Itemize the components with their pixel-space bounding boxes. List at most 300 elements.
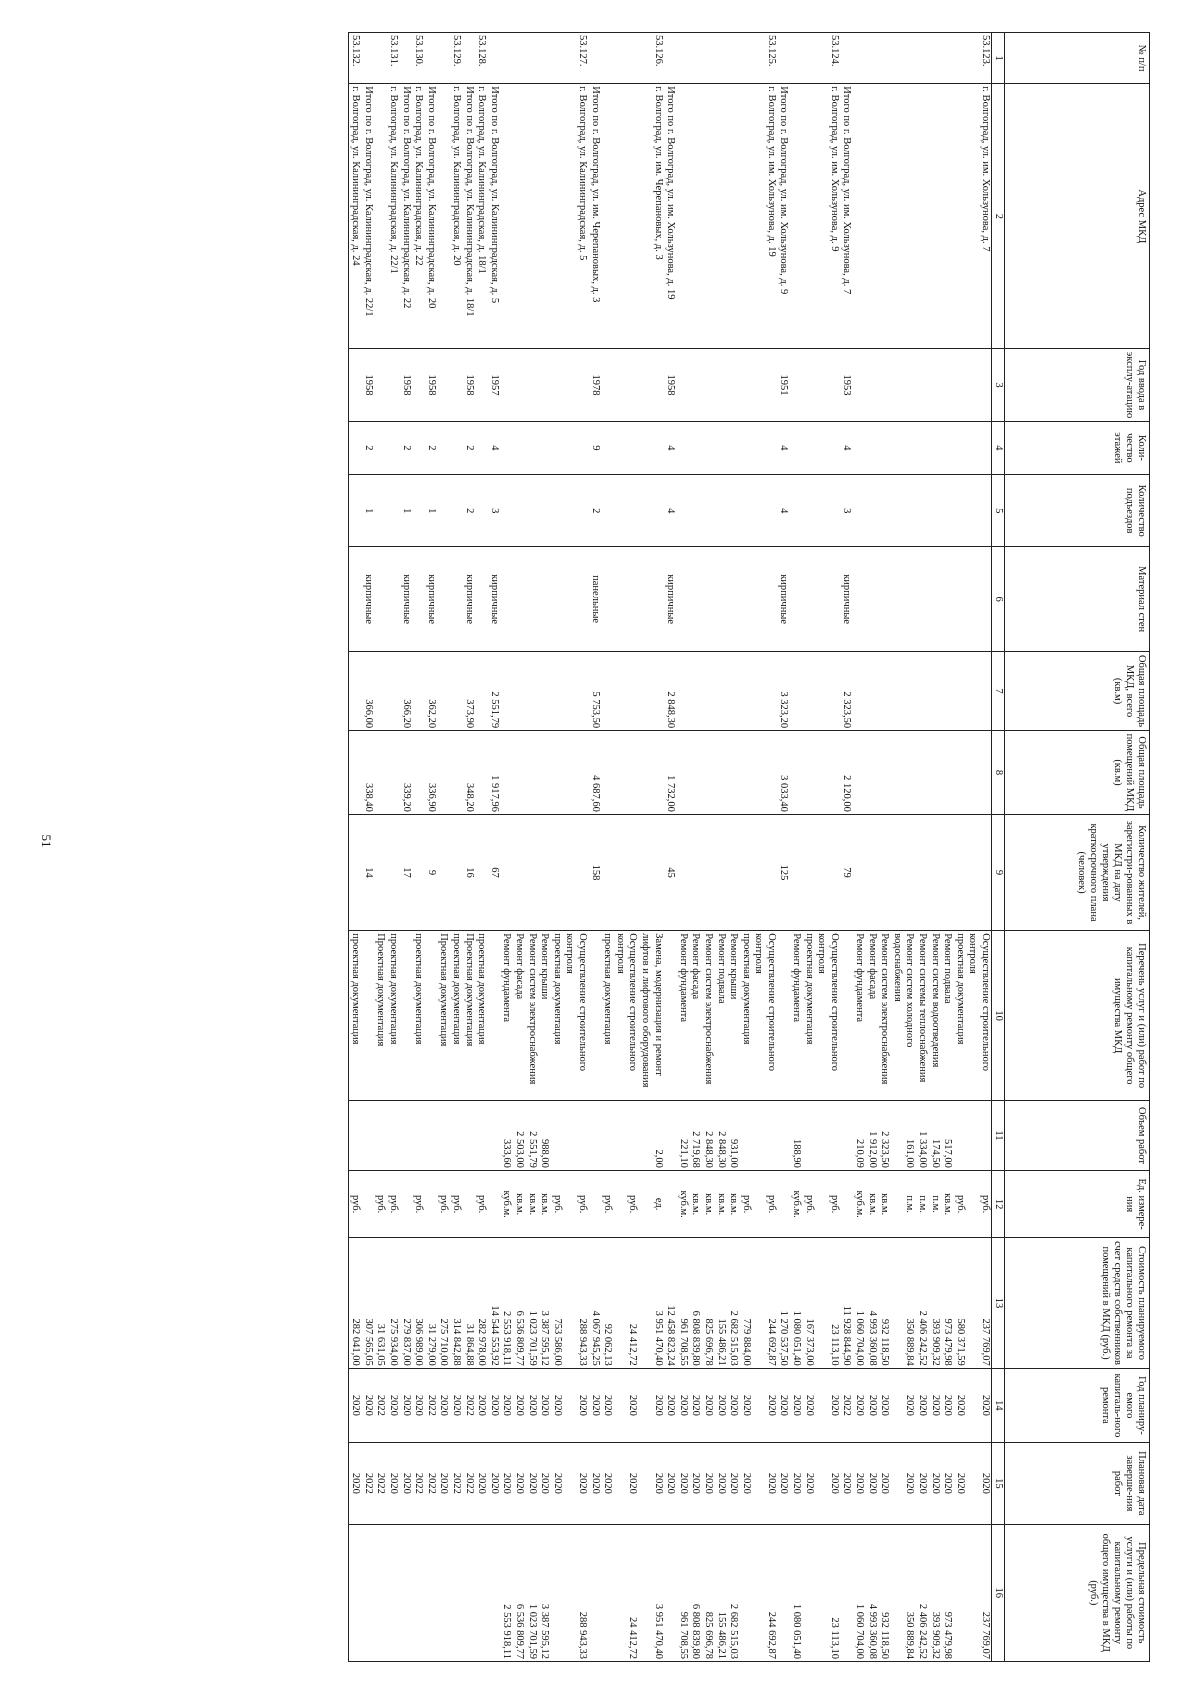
table-cell: 2020 (953, 1443, 966, 1524)
table-cell: Осуществление строительного контроля (613, 931, 638, 1101)
table-cell: 17 (399, 814, 412, 930)
table-cell: 16 (462, 814, 475, 930)
table-cell: 4 (777, 421, 790, 475)
table-cell (878, 547, 891, 652)
table-cell (538, 814, 551, 930)
table-cell (941, 33, 954, 84)
table-cell (966, 475, 992, 547)
table-cell (915, 475, 928, 547)
table-cell (752, 651, 777, 730)
table-cell (437, 651, 450, 730)
table-cell (550, 475, 563, 547)
table-cell: руб. (802, 1170, 815, 1237)
table-cell (664, 1170, 677, 1237)
table-cell (348, 1524, 361, 1661)
table-cell (613, 814, 638, 930)
table-row (449, 33, 462, 1662)
table-cell: кирпичные (777, 547, 790, 652)
table-cell: проектная документация (739, 931, 752, 1101)
table-cell (449, 421, 462, 475)
table-cell: Итого по г. Волгоград, ул. им. Хользунова, д. 9 (777, 84, 790, 349)
table-cell (727, 421, 740, 475)
column-header: Количество жителей, зарегистри-рованных в МКД на дату утверждения краткосрочного плана (человек) (1005, 814, 1150, 930)
table-cell: 2020 (500, 1443, 513, 1524)
table-cell (374, 421, 387, 475)
table-cell: 9 (424, 814, 437, 930)
table-cell: 517,00 (941, 1101, 954, 1171)
table-cell (941, 651, 954, 730)
table-cell: 2020 (941, 1443, 954, 1524)
table-cell: п.м. (915, 1170, 928, 1237)
table-cell (550, 33, 563, 84)
table-cell: 9 (588, 421, 601, 475)
table-cell (475, 731, 488, 815)
table-cell: 314 842,88 (449, 1238, 462, 1368)
table-cell (664, 1101, 677, 1171)
table-cell (399, 1170, 412, 1237)
table-cell (550, 731, 563, 815)
table-cell (676, 349, 689, 421)
table-cell (374, 1101, 387, 1171)
table-cell (752, 1101, 777, 1171)
table-cell: 2022 (424, 1368, 437, 1442)
table-cell (437, 421, 450, 475)
table-cell: 1 270 537,50 (777, 1238, 790, 1368)
table-cell: 4 993 360,08 (865, 1524, 878, 1661)
table-cell (865, 84, 878, 349)
table-cell (953, 84, 966, 349)
table-cell: 1 080 051,40 (790, 1524, 803, 1661)
table-cell (374, 731, 387, 815)
table-cell (424, 33, 437, 84)
table-cell (475, 651, 488, 730)
table-row (676, 33, 689, 1662)
table-cell: 362,20 (424, 651, 437, 730)
table-cell (563, 475, 588, 547)
table-cell (601, 349, 614, 421)
table-cell: 2020 (550, 1368, 563, 1442)
table-cell (890, 651, 915, 730)
table-cell: г. Волгоград, ул. им. Хользунова, д. 9 (815, 84, 840, 349)
table-cell: 2020 (689, 1368, 702, 1442)
table-cell: руб. (953, 1170, 966, 1237)
table-cell (790, 547, 803, 652)
table-cell (638, 421, 663, 475)
table-cell: проектная документация (953, 931, 966, 1101)
table-cell (953, 33, 966, 84)
table-cell (701, 651, 714, 730)
table-cell: 237 769,07 (966, 1524, 992, 1661)
table-cell: 4 993 360,08 (865, 1238, 878, 1368)
table-cell (387, 814, 400, 930)
table-cell (966, 349, 992, 421)
table-row (550, 33, 563, 1662)
table-cell (500, 349, 513, 421)
table-cell: 2020 (563, 1443, 588, 1524)
table-cell: 2020 (727, 1443, 740, 1524)
table-cell (802, 547, 815, 652)
column-number: 13 (992, 1238, 1005, 1368)
table-cell: 1958 (361, 349, 374, 421)
table-cell (563, 814, 588, 930)
table-cell: 2020 (613, 1443, 638, 1524)
table-cell (348, 547, 361, 652)
table-row (790, 33, 803, 1662)
table-cell: 931,00 (727, 1101, 740, 1171)
table-cell: 67 (487, 814, 500, 930)
table-cell (878, 421, 891, 475)
table-row (563, 33, 588, 1662)
table-cell: Осуществление строительного контроля (563, 931, 588, 1101)
table-cell: 2 503,00 (512, 1101, 525, 1171)
table-cell: 1 023 701,59 (525, 1524, 538, 1661)
table-cell (588, 931, 601, 1101)
table-cell (500, 421, 513, 475)
table-cell: руб. (601, 1170, 614, 1237)
table-cell: 167 373,00 (802, 1238, 815, 1368)
table-cell: 348,20 (462, 731, 475, 815)
table-cell: 24 412,72 (613, 1238, 638, 1368)
table-cell: 1958 (664, 349, 677, 421)
table-cell (928, 547, 941, 652)
table-cell (878, 731, 891, 815)
table-cell (374, 1524, 387, 1661)
table-cell (550, 1524, 563, 1661)
table-cell (953, 1524, 966, 1661)
table-cell (915, 814, 928, 930)
table-cell (563, 349, 588, 421)
table-cell: 580 371,59 (953, 1238, 966, 1368)
table-cell (374, 651, 387, 730)
table-cell: 336,90 (424, 731, 437, 815)
table-cell (613, 475, 638, 547)
column-header: Перечень услуг и (или) работ по капитальному ремонту общего имущества МКД (1005, 931, 1150, 1101)
table-cell: 2020 (714, 1443, 727, 1524)
table-cell: кв.м. (865, 1170, 878, 1237)
table-cell (865, 731, 878, 815)
table-cell (613, 33, 638, 84)
table-cell (802, 33, 815, 84)
table-cell (714, 547, 727, 652)
table-cell (815, 814, 840, 930)
table-cell (752, 547, 777, 652)
table-cell: 14 544 553,92 (487, 1238, 500, 1368)
table-cell: Ремонт фасада (689, 931, 702, 1101)
table-cell: 1958 (424, 349, 437, 421)
table-cell: 2020 (915, 1368, 928, 1442)
table-cell (928, 84, 941, 349)
table-cell: Ремонт систем холодного водоснабжения (890, 931, 915, 1101)
table-cell (941, 421, 954, 475)
table-cell: 306 989,00 (412, 1238, 425, 1368)
table-cell (399, 931, 412, 1101)
table-cell: 2020 (525, 1443, 538, 1524)
table-cell: проектная документация (387, 931, 400, 1101)
table-row (613, 33, 638, 1662)
table-cell: 2 406 242,52 (915, 1238, 928, 1368)
table-cell (815, 475, 840, 547)
table-cell: 53.130. (412, 33, 425, 84)
table-cell (399, 1101, 412, 1171)
table-cell: руб. (563, 1170, 588, 1237)
table-cell: 2 682 515,03 (727, 1238, 740, 1368)
table-cell: 2020 (714, 1368, 727, 1442)
table-cell (689, 33, 702, 84)
total-row (588, 33, 601, 1662)
table-cell: 2020 (601, 1368, 614, 1442)
table-cell: 2022 (449, 1443, 462, 1524)
table-cell: 2020 (348, 1443, 361, 1524)
table-cell (701, 547, 714, 652)
table-cell: 2020 (512, 1368, 525, 1442)
table-cell: кв.м. (538, 1170, 551, 1237)
table-cell (538, 731, 551, 815)
table-cell: г. Волгоград, ул. Калининградская, д. 18/1 (475, 84, 488, 349)
table-cell (840, 1524, 853, 1661)
table-cell (852, 84, 865, 349)
table-cell (601, 814, 614, 930)
table-cell: Ремонт системы теплоснабжения (915, 931, 928, 1101)
table-cell: панельные (588, 547, 601, 652)
table-cell (538, 475, 551, 547)
table-cell: 5 753,50 (588, 651, 601, 730)
table-cell: 155 486,21 (714, 1524, 727, 1661)
table-cell: 1 060 704,00 (852, 1238, 865, 1368)
table-cell: 2020 (953, 1368, 966, 1442)
table-cell: Ремонт крыши (727, 931, 740, 1101)
table-cell: 2 (424, 421, 437, 475)
table-cell: 2020 (739, 1443, 752, 1524)
table-cell (487, 33, 500, 84)
table-row (538, 33, 551, 1662)
table-cell (840, 33, 853, 84)
table-cell: 1 (424, 475, 437, 547)
table-cell: 2020 (588, 1368, 601, 1442)
table-cell (487, 931, 500, 1101)
table-cell: кв.м. (941, 1170, 954, 1237)
column-number: 1 (992, 33, 1005, 84)
table-cell (550, 84, 563, 349)
table-cell: 2020 (538, 1443, 551, 1524)
column-number: 4 (992, 421, 1005, 475)
table-cell: 2 406 242,52 (915, 1524, 928, 1661)
table-cell: 31 864,88 (462, 1238, 475, 1368)
table-cell (437, 349, 450, 421)
table-cell: 2020 (966, 1368, 992, 1442)
table-cell: руб. (449, 1170, 462, 1237)
table-cell: 2020 (487, 1368, 500, 1442)
table-cell (538, 84, 551, 349)
table-row (412, 33, 425, 1662)
table-cell (412, 1524, 425, 1661)
column-header: Коли-чество этажей (1005, 421, 1150, 475)
table-cell (449, 814, 462, 930)
table-cell (676, 814, 689, 930)
table-cell: Ремонт фундамента (852, 931, 865, 1101)
table-cell (802, 814, 815, 930)
table-cell: 2020 (475, 1368, 488, 1442)
table-cell: 1958 (462, 349, 475, 421)
table-cell: 932 118,50 (878, 1524, 891, 1661)
table-cell: 1 334,00 (915, 1101, 928, 1171)
table-cell (361, 931, 374, 1101)
column-header: Стоимость планируемого капитального ремонта за счет средств собственников помещений в МКД (руб.) (1005, 1238, 1150, 1368)
table-cell: 3 951 470,40 (638, 1238, 663, 1368)
table-cell: 237 769,07 (966, 1238, 992, 1368)
table-cell (525, 475, 538, 547)
table-row (752, 33, 777, 1662)
table-cell (739, 1524, 752, 1661)
table-cell: кирпичные (840, 547, 853, 652)
table-cell: 373,90 (462, 651, 475, 730)
table-cell: Ремонт фундамента (790, 931, 803, 1101)
table-cell (815, 349, 840, 421)
table-cell: г. Волгоград, ул. им. Черепановых, д. 3 (638, 84, 663, 349)
table-cell: 2020 (399, 1368, 412, 1442)
table-cell: 2 120,00 (840, 731, 853, 815)
table-cell: 2020 (449, 1368, 462, 1442)
table-cell (790, 475, 803, 547)
table-cell (437, 475, 450, 547)
table-cell (714, 421, 727, 475)
table-cell (852, 731, 865, 815)
table-cell (928, 33, 941, 84)
table-cell (512, 475, 525, 547)
table-row (941, 33, 954, 1662)
table-cell (727, 814, 740, 930)
table-cell: кв.м. (512, 1170, 525, 1237)
table-cell (676, 475, 689, 547)
table-cell: 2020 (664, 1368, 677, 1442)
table-cell: 3 (840, 475, 853, 547)
table-cell (348, 731, 361, 815)
table-cell: руб. (815, 1170, 840, 1237)
table-row (701, 33, 714, 1662)
table-cell: 1 023 701,59 (525, 1238, 538, 1368)
table-row (512, 33, 525, 1662)
total-row (777, 33, 790, 1662)
table-cell: Ремонт подвала (714, 931, 727, 1101)
table-cell (412, 475, 425, 547)
table-cell: 2020 (727, 1368, 740, 1442)
table-cell (777, 33, 790, 84)
table-cell (601, 33, 614, 84)
table-cell: 2020 (928, 1368, 941, 1442)
table-cell: 1 732,00 (664, 731, 677, 815)
table-cell (865, 547, 878, 652)
table-cell: г. Волгоград, ул. Калининградская, д. 5 (563, 84, 588, 349)
table-cell (727, 349, 740, 421)
table-cell: 2020 (790, 1443, 803, 1524)
table-cell: руб. (348, 1170, 361, 1237)
table-cell: 92 062,13 (601, 1238, 614, 1368)
table-cell: 2020 (613, 1368, 638, 1442)
table-cell (601, 651, 614, 730)
table-cell: Ремонт систем электроснабжения (878, 931, 891, 1101)
table-cell (701, 814, 714, 930)
table-cell (374, 814, 387, 930)
table-cell: 3 323,20 (777, 651, 790, 730)
table-cell: руб. (374, 1170, 387, 1237)
column-header: Ед. измере-ния (1005, 1170, 1150, 1237)
table-cell (525, 33, 538, 84)
table-cell: 2020 (676, 1443, 689, 1524)
table-cell: 2022 (412, 1443, 425, 1524)
table-cell (475, 547, 488, 652)
table-cell (563, 651, 588, 730)
table-cell: 2022 (374, 1368, 387, 1442)
table-cell (840, 1170, 853, 1237)
table-cell (525, 349, 538, 421)
table-cell: 2020 (437, 1443, 450, 1524)
table-row (475, 33, 488, 1662)
table-cell (953, 349, 966, 421)
table-cell (613, 547, 638, 652)
table-cell (449, 651, 462, 730)
table-cell (348, 814, 361, 930)
table-cell (374, 84, 387, 349)
table-cell: Ремонт систем электроснабжения (525, 931, 538, 1101)
table-cell: куб.м. (852, 1170, 865, 1237)
table-cell (550, 547, 563, 652)
column-number: 5 (992, 475, 1005, 547)
table-cell: 2 553 918,11 (500, 1238, 513, 1368)
table-cell: 1 917,96 (487, 731, 500, 815)
table-cell (475, 475, 488, 547)
table-cell: Ремонт систем электроснабжения (701, 931, 714, 1101)
table-cell (525, 651, 538, 730)
table-cell (739, 475, 752, 547)
table-cell (638, 475, 663, 547)
table-cell: 2020 (701, 1443, 714, 1524)
table-cell: 4 (777, 475, 790, 547)
table-cell (890, 731, 915, 815)
table-cell (638, 349, 663, 421)
column-header: Общая площадь МКД, всего (кв.м) (1005, 651, 1150, 730)
table-cell: руб. (437, 1170, 450, 1237)
table-cell (437, 33, 450, 84)
table-cell (865, 33, 878, 84)
table-cell (613, 421, 638, 475)
table-cell (790, 349, 803, 421)
table-cell: Ремонт фундамента (500, 931, 513, 1101)
table-cell: 53.132. (348, 33, 361, 84)
table-cell (613, 731, 638, 815)
table-cell (475, 349, 488, 421)
table-cell (689, 421, 702, 475)
table-cell (387, 1101, 400, 1171)
table-cell: проектная документация (550, 931, 563, 1101)
table-cell: кирпичные (462, 547, 475, 652)
table-cell (361, 1101, 374, 1171)
table-cell (966, 731, 992, 815)
table-cell (664, 1524, 677, 1661)
table-cell: 3 (487, 475, 500, 547)
table-cell: 2020 (676, 1368, 689, 1442)
table-body (348, 33, 991, 1662)
table-cell: 2020 (852, 1368, 865, 1442)
table-cell (878, 84, 891, 349)
table-cell (714, 33, 727, 84)
table-cell (449, 1524, 462, 1661)
table-cell (437, 814, 450, 930)
table-cell (387, 731, 400, 815)
table-cell: руб. (387, 1170, 400, 1237)
table-cell: 158 (588, 814, 601, 930)
table-row (928, 33, 941, 1662)
table-cell (512, 421, 525, 475)
table-cell (890, 475, 915, 547)
